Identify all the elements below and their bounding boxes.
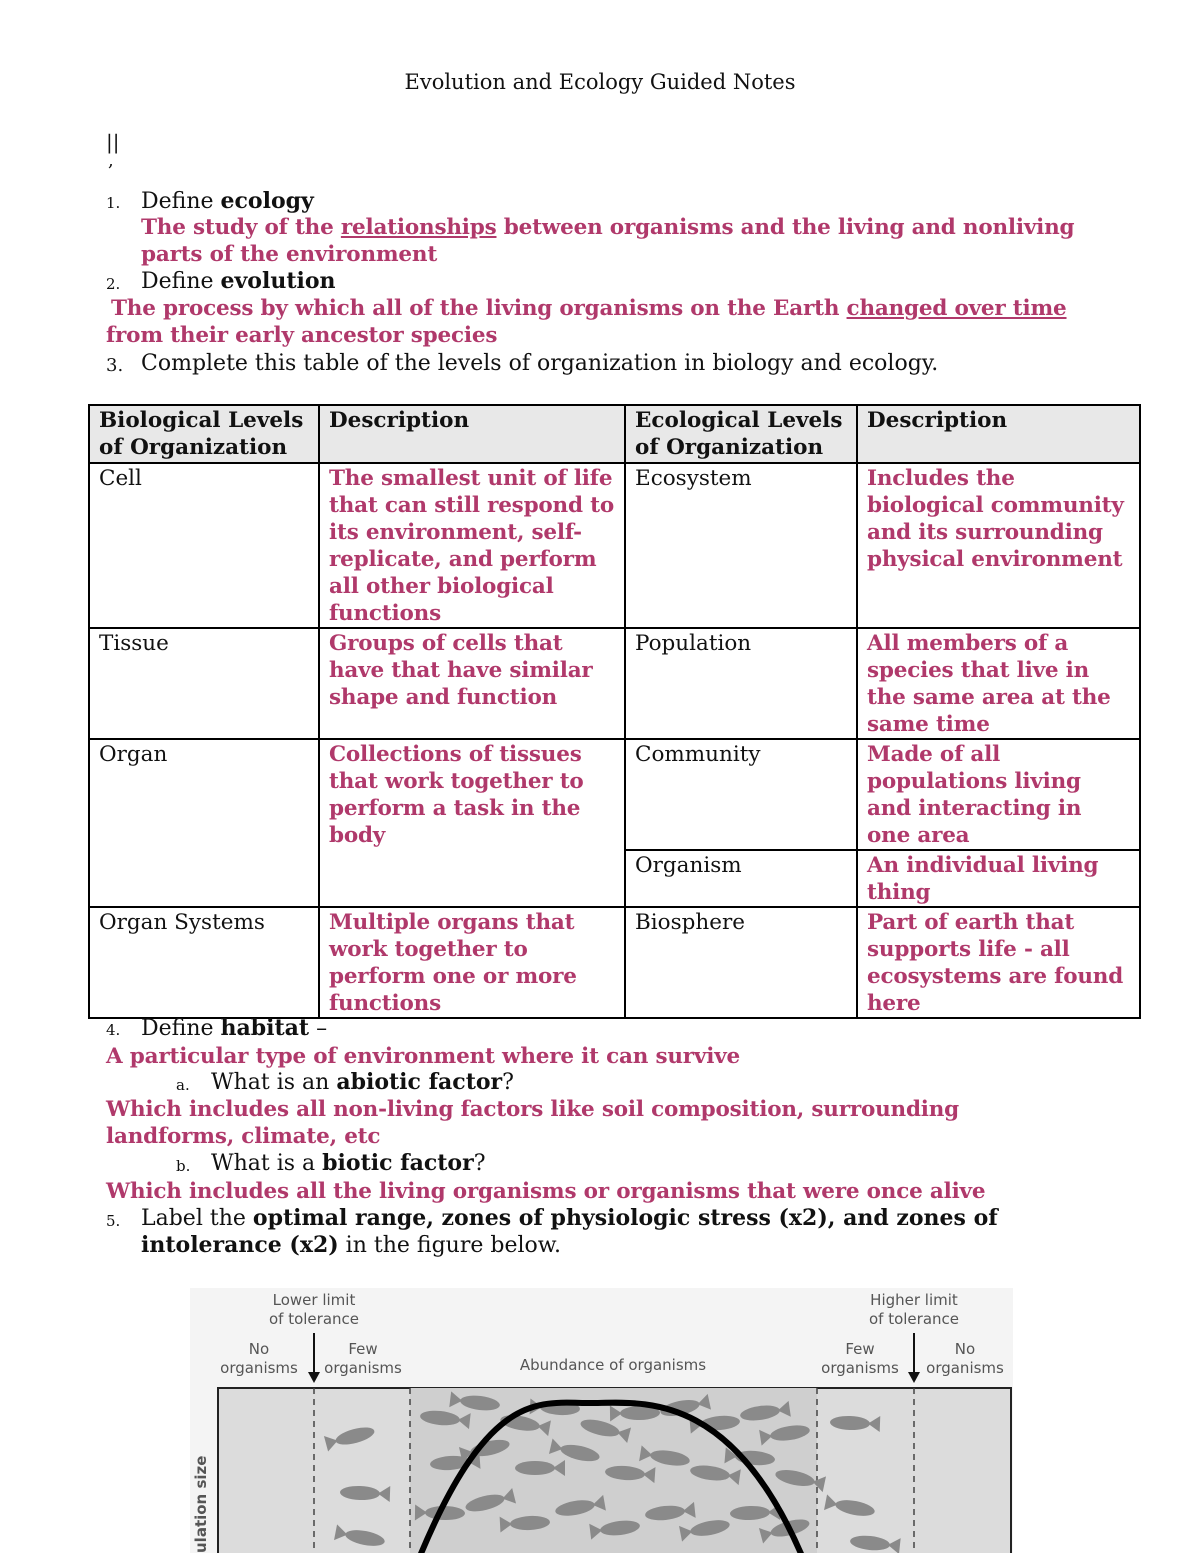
higher-limit-label: Higher limit [870, 1291, 958, 1309]
no-organisms-label: No [248, 1340, 270, 1358]
table-row [89, 628, 1140, 739]
table-row [89, 463, 1140, 628]
bio-level: Organ Systems [89, 907, 319, 1018]
q4a-prompt: What is an abiotic factor? [211, 1069, 514, 1095]
bio-level: Organ [89, 739, 319, 907]
bio-description: Multiple organs that work together to perform one or more functions [319, 907, 625, 1018]
table-header: Ecological Levels of Organization [625, 405, 857, 463]
q3-prompt: Complete this table of the levels of organization in biology and ecology. [141, 351, 939, 376]
q2-number: 2. [106, 275, 121, 293]
q2-answer: The process by which all of the living organisms on the Earth changed over time from their early ancestor species [106, 296, 1067, 348]
page-title: Evolution and Ecology Guided Notes [404, 70, 796, 94]
eco-description: Includes the biological community and its surrounding physical environment [857, 463, 1140, 628]
eco-description: Part of earth that supports life - all ecosystems are found here [857, 907, 1140, 1018]
few-organisms-label: organisms [821, 1359, 899, 1377]
bio-level: Cell [89, 463, 319, 628]
q4b-prompt: What is a biotic factor? [211, 1150, 486, 1176]
abundance-label: Abundance of organisms [519, 1356, 707, 1374]
q4a-number: a. [176, 1076, 190, 1094]
table-row [89, 907, 1140, 1018]
no-organisms-label: organisms [926, 1359, 1004, 1377]
table-header: Biological Levels of Organization [89, 405, 319, 463]
levels-table [88, 404, 1141, 1019]
eco-level: Ecosystem [625, 463, 857, 628]
q2-prompt: Define evolution [141, 268, 336, 294]
q5-prompt: Label the optimal range, zones of physiologic stress (x2), and zones of intolerance (x2) in the figure below. [141, 1205, 998, 1258]
few-organisms-label: Few [845, 1340, 875, 1358]
higher-limit-label: of tolerance [868, 1310, 960, 1328]
lower-limit-label: of tolerance [268, 1310, 360, 1328]
q4-prompt: Define habitat – [141, 1015, 328, 1041]
q4b-number: b. [176, 1157, 191, 1175]
table-header: Description [857, 405, 1140, 463]
few-organisms-label: organisms [324, 1359, 402, 1377]
q4-number: 4. [106, 1021, 121, 1039]
eco-level: Biosphere [625, 907, 857, 1018]
tolerance-figure [190, 1288, 1013, 1553]
eco-description: Made of all populations living and interacting in one area [857, 739, 1140, 850]
few-organisms-label: Few [348, 1340, 378, 1358]
q1-number: 1. [106, 194, 121, 212]
eco-description: An individual living thing [857, 850, 1140, 907]
eco-level: Population [625, 628, 857, 739]
bio-level: Tissue [89, 628, 319, 739]
y-axis-label: ulation size [192, 1455, 210, 1553]
no-organisms-label: organisms [220, 1359, 298, 1377]
q1-answer: The study of the relationships between organisms and the living and nonliving parts of the environment [141, 215, 1075, 267]
q4-answer: A particular type of environment where it can survive [106, 1044, 740, 1069]
stray-mark: , [108, 150, 114, 171]
bio-description: The smallest unit of life that can still respond to its environment, self-replicate, and perform all other biological functions [319, 463, 625, 628]
table-header-row [89, 405, 1140, 463]
bio-description: Collections of tissues that work together to perform a task in the body [319, 739, 625, 907]
eco-description: All members of a species that live in the same area at the same time [857, 628, 1140, 739]
table-row [89, 739, 1140, 850]
bio-description: Groups of cells that have that have similar shape and function [319, 628, 625, 739]
q3-number: 3. [106, 355, 124, 376]
eco-level: Community [625, 739, 857, 850]
q5-number: 5. [106, 1212, 121, 1230]
q1-prompt: Define ecology [141, 188, 314, 214]
q4a-answer: Which includes all non-living factors like soil composition, surrounding landforms, climate, etc [106, 1097, 960, 1149]
tolerance-figure-svg [190, 1288, 1013, 1553]
q4b-answer: Which includes all the living organisms or organisms that were once alive [106, 1179, 986, 1204]
no-organisms-label: No [954, 1340, 976, 1358]
eco-level: Organism [625, 850, 857, 907]
stray-mark: || [106, 130, 120, 154]
table-header: Description [319, 405, 625, 463]
lower-limit-label: Lower limit [272, 1291, 356, 1309]
